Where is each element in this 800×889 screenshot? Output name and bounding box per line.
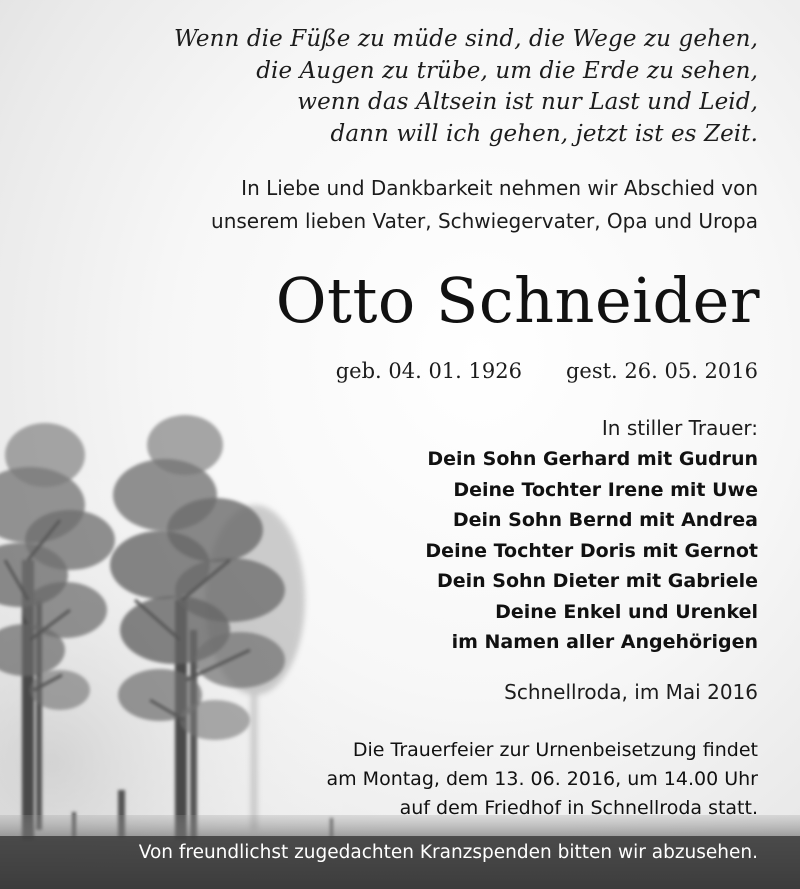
mourners-heading: In stiller Trauer: xyxy=(601,416,758,440)
deceased-name: Otto Schneider xyxy=(275,264,760,337)
death-date: gest. 26. 05. 2016 xyxy=(565,359,758,383)
poem-line: dann will ich gehen, jetzt ist es Zeit. xyxy=(330,120,758,147)
mourner-item: Deine Tochter Irene mit Uwe xyxy=(453,478,758,501)
ceremony-line: am Montag, dem 13. 06. 2016, um 14.00 Uhr xyxy=(326,768,758,790)
birth-date: geb. 04. 01. 1926 xyxy=(335,359,522,383)
ceremony-line: Die Trauerfeier zur Urnenbeisetzung findet xyxy=(352,739,758,761)
intro-line: unserem lieben Vater, Schwiegervater, Opa und Uropa xyxy=(211,209,758,233)
poem xyxy=(174,24,758,150)
mourner-item: Dein Sohn Gerhard mit Gudrun xyxy=(427,448,758,470)
mourner-item: Dein Sohn Dieter mit Gabriele xyxy=(436,570,758,592)
closing-note: Von freundlichst zugedachten Kranzspenden bitten wir abzusehen. xyxy=(138,842,758,863)
mourner-item: im Namen aller Angehörigen xyxy=(451,631,758,653)
poem-line: Wenn die Füße zu müde sind, die Wege zu gehen, xyxy=(174,26,758,52)
ceremony-line: auf dem Friedhof in Schnellroda statt. xyxy=(399,797,758,819)
intro-text xyxy=(211,172,758,238)
poem-line: die Augen zu trübe, um die Erde zu sehen, xyxy=(256,57,758,84)
mourner-item: Deine Enkel und Urenkel xyxy=(495,600,758,623)
mourner-item: Dein Sohn Bernd mit Andrea xyxy=(452,509,758,531)
mourner-item: Deine Tochter Doris mit Gernot xyxy=(425,539,758,562)
ceremony-info xyxy=(326,736,758,823)
life-dates xyxy=(336,356,758,386)
mourners-list xyxy=(425,444,758,658)
poem-line: wenn das Altsein ist nur Last und Leid, xyxy=(297,89,758,115)
intro-line: In Liebe und Dankbarkeit nehmen wir Abschied von xyxy=(241,176,758,200)
place-and-date: Schnellroda, im Mai 2016 xyxy=(504,680,758,704)
